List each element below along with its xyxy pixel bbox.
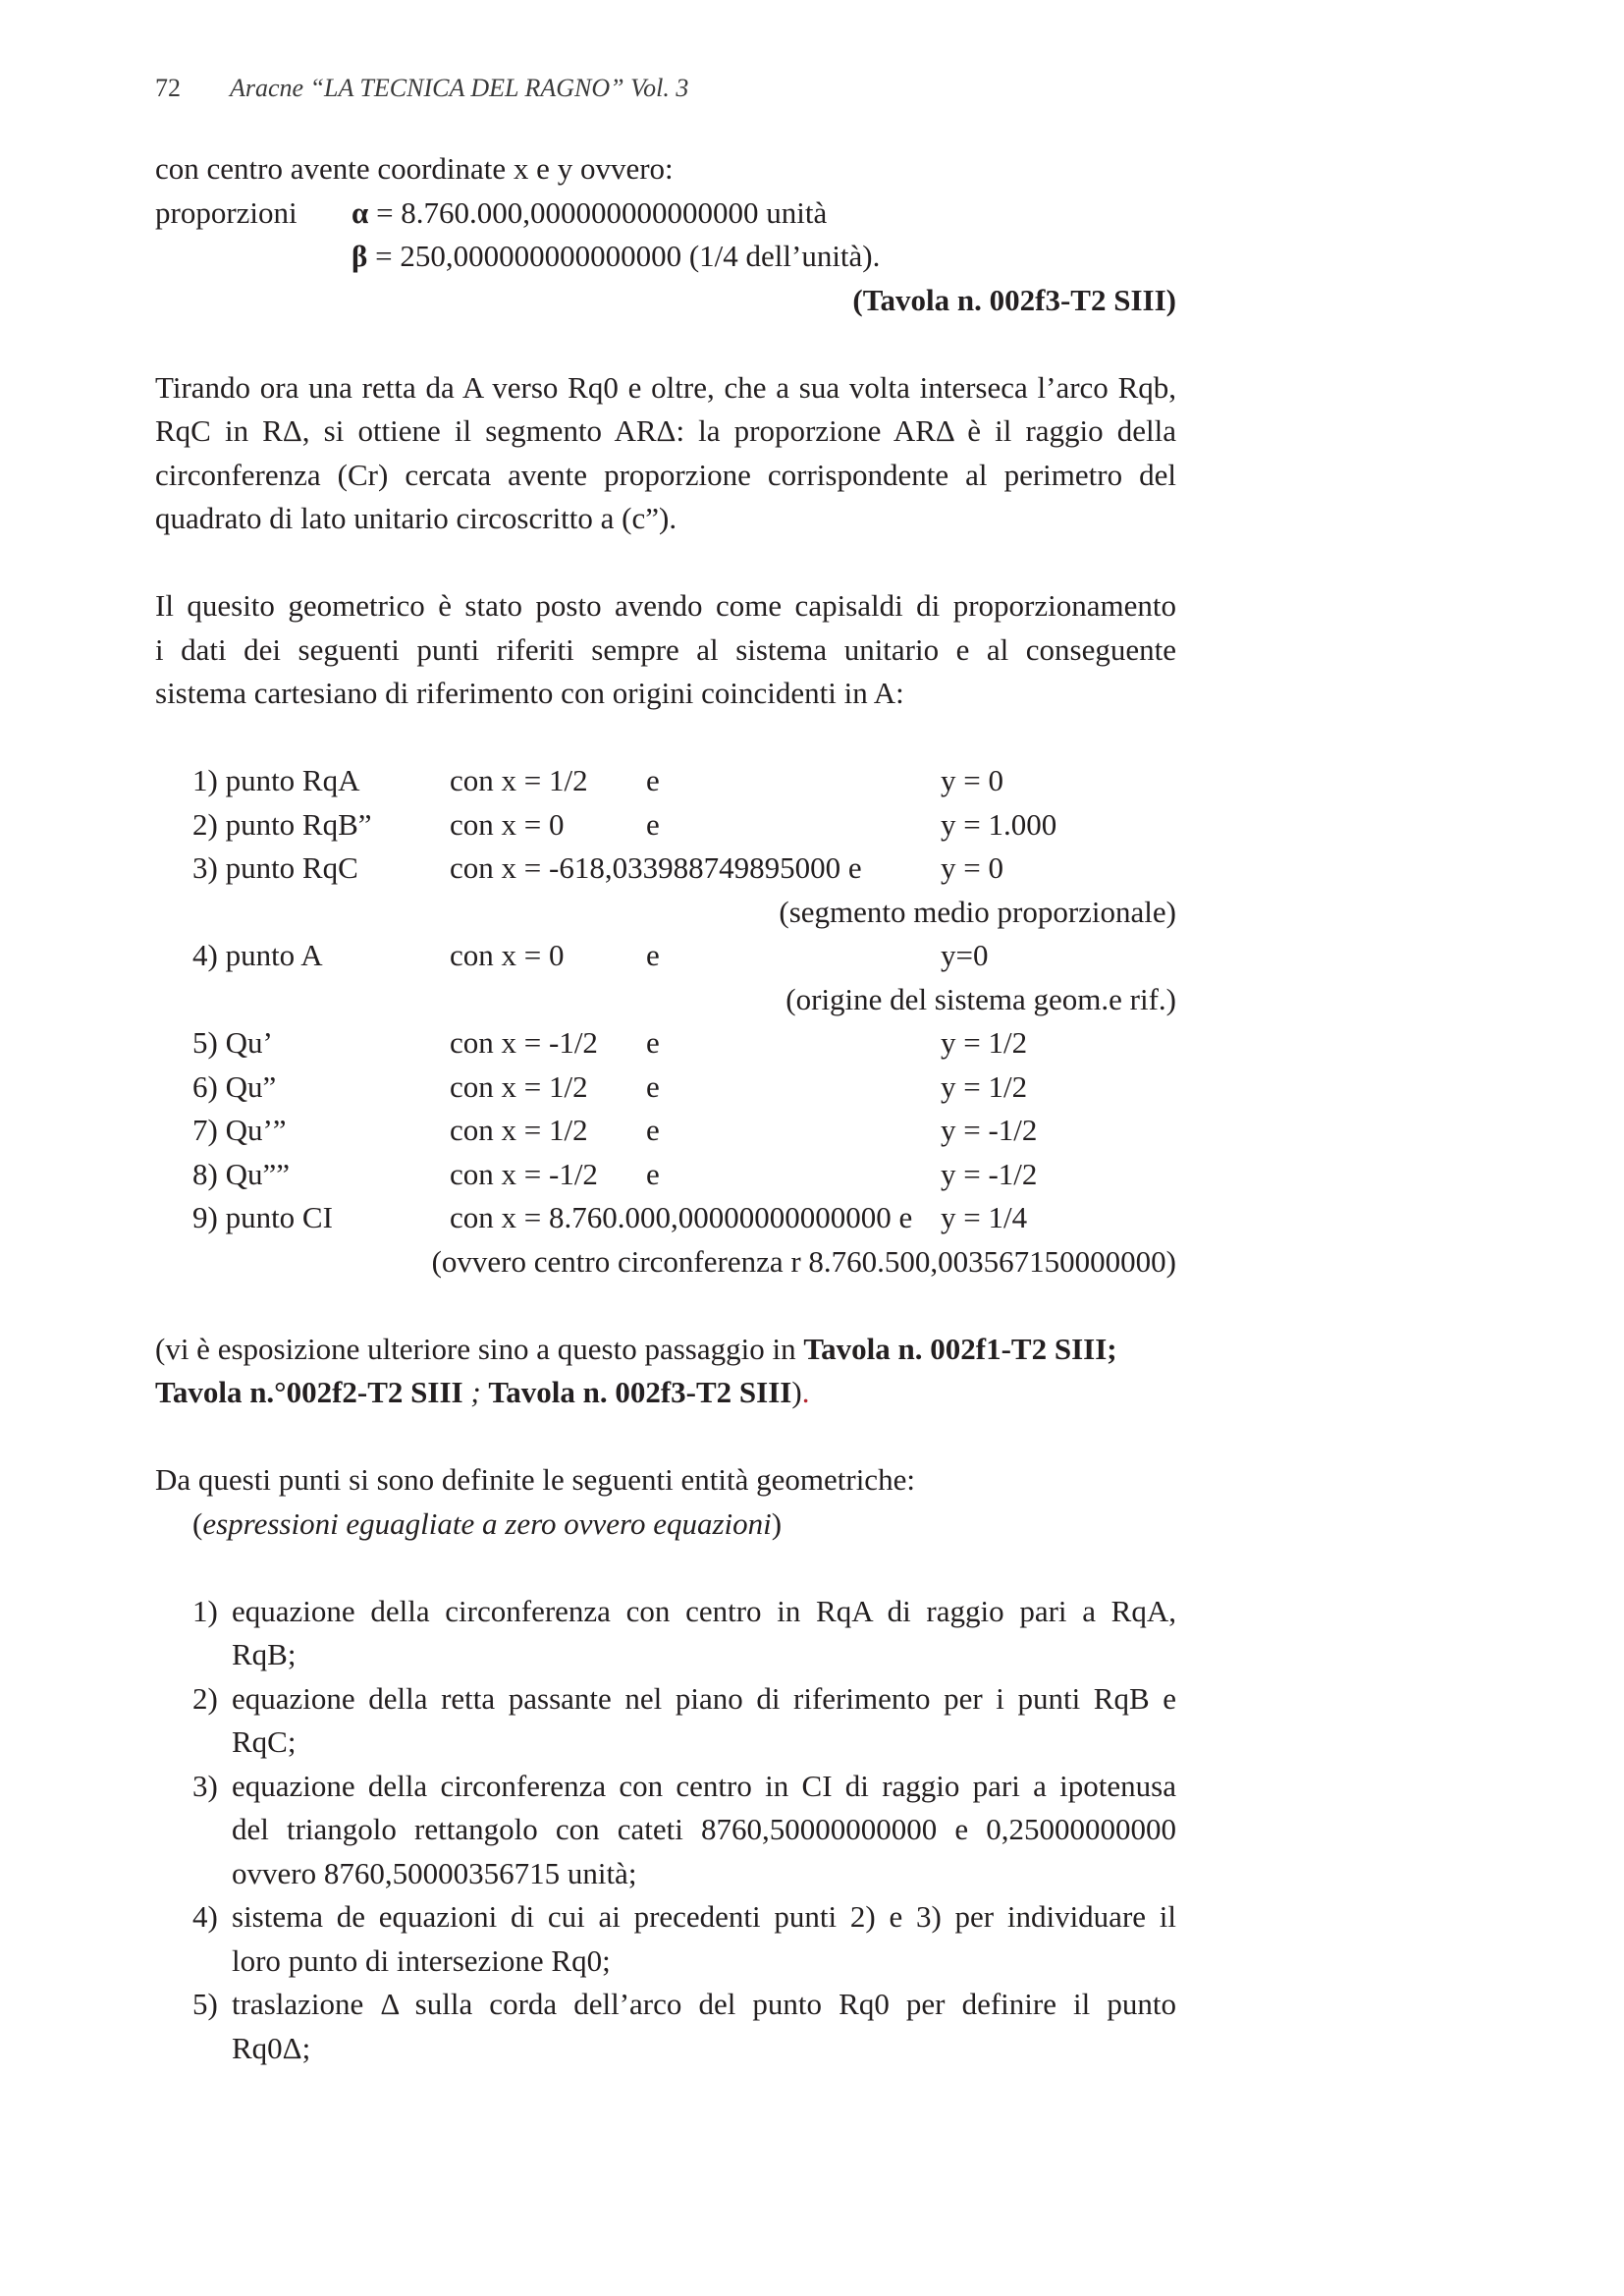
list-line: traslazione Δ sulla corda dell’arco del punto Rq0 per definire il punto [232,1987,1176,2021]
paragraph-line: quadrato di lato unitario circoscritto a (c”). [155,501,677,535]
point-y: y = 1/2 [941,1068,1028,1104]
point-note: (segmento medio proporzionale) [779,894,1176,929]
point-row [155,1066,1176,1110]
close-paren: ) [771,1505,783,1541]
point-x: con x = 0 [450,806,565,842]
point-row [155,1109,1176,1153]
list-line: del triangolo rettangolo con cateti 8760,50000000000 e 0,25000000000 [232,1812,1176,1846]
point-conj: e [646,1156,660,1191]
beta-symbol: β [352,239,368,273]
point-y: y = 0 [941,763,1003,797]
point-x: con x = 1/2 [450,763,588,797]
list-number: 1) [192,1593,218,1628]
list-line: sistema de equazioni di cui ai precedenti punti 2) e 3) per individuare il [232,1899,1176,1934]
point-conj: e [646,1113,660,1147]
alpha-symbol: α [352,194,369,230]
paragraph-line: Il quesito geometrico è stato posto avendo come capisaldi di proporzionamento [155,588,1176,623]
point-x: con x = -1/2 [450,1025,598,1060]
list-line: RqB; [232,1637,297,1671]
exposition-text: (vi è esposizione ulteriore sino a questo passaggio in [155,1331,804,1366]
list-item-cont [155,1633,1176,1677]
point-row [155,759,1176,803]
running-header [155,71,688,106]
point-y: y = 1/2 [941,1025,1028,1060]
close-paren: ) [791,1375,802,1409]
list-item-cont [155,1721,1176,1765]
paragraph-line: sistema cartesiano di riferimento con origini coincidenti in A: [155,676,904,710]
tavola-ref-f2: Tavola n.°002f2-T2 SIII [155,1375,463,1409]
tavola-reference: (Tavola n. 002f3-T2 SIII) [852,282,1176,317]
point-label: 4) punto A [192,938,323,972]
tavola-ref-f3: Tavola n. 002f3-T2 SIII [488,1375,792,1409]
paragraph-line: i dati dei seguenti punti riferiti sempre al sistema unitario e al conseguente [155,631,1176,667]
exposition-line [155,1371,1176,1415]
entities-intro: Da questi punti si sono definite le seguenti entità geometriche: [155,1462,915,1497]
point-y: y = 1.000 [941,806,1057,842]
separator: ; [462,1375,489,1409]
list-line: Rq0Δ; [232,2030,311,2065]
point-label: 5) Qu’ [192,1025,273,1060]
entities-italic: espressioni eguagliate a zero ovvero equazioni [202,1505,772,1541]
point-label: 9) punto CI [192,1200,333,1234]
alpha-value [352,191,827,236]
list-item-cont [155,1852,1176,1896]
body-text [155,147,1176,2070]
point-y: y = 0 [941,850,1003,885]
intro-line: con centro avente coordinate x e y ovvero: [155,151,674,186]
alpha-line [155,191,1176,236]
beta-value [352,235,880,279]
list-item-cont [155,1940,1176,1984]
list-line: equazione della circonferenza con centro in RqA di raggio pari a RqA, [232,1593,1176,1628]
list-line: RqC; [232,1724,297,1759]
list-item-cont [155,1808,1176,1852]
point-note: (ovvero centro circonferenza r 8.760.500,003567150000000) [431,1243,1176,1279]
tavola-ref-f1: Tavola n. 002f1-T2 SIII; [803,1331,1117,1366]
list-line: ovvero 8760,50000356715 unità; [232,1855,637,1890]
point-conj: e [646,1025,660,1060]
running-title: Aracne “LA TECNICA DEL RAGNO” Vol. 3 [230,74,689,102]
point-row [155,803,1176,847]
point-x: con x = 8.760.000,00000000000000 e [450,1200,913,1234]
point-x: con x = 1/2 [450,1068,588,1104]
point-label: 3) punto RqC [192,850,358,885]
beta-rest: = 250,000000000000000 (1/4 dell’unità). [367,239,881,273]
point-y: y = -1/2 [941,1113,1038,1147]
point-x: con x = -618,033988749895000 e [450,850,862,885]
list-number: 5) [192,1987,218,2021]
point-conj: e [646,1068,660,1104]
list-number: 4) [192,1899,218,1934]
point-y: y = 1/4 [941,1200,1028,1234]
list-item-cont [155,2027,1176,2071]
list-item [155,1983,1176,2027]
point-label: 6) Qu” [192,1068,277,1104]
point-conj: e [646,938,660,972]
point-label: 2) punto RqB” [192,806,372,842]
point-label: 8) Qu”” [192,1156,290,1191]
point-conj: e [646,806,660,842]
list-item [155,1590,1176,1634]
point-y: y=0 [941,938,989,972]
alpha-rest: = 8.760.000,000000000000000 unità [368,194,828,230]
point-x: con x = 0 [450,938,565,972]
point-row [155,1153,1176,1197]
point-label: 1) punto RqA [192,763,360,797]
list-number: 3) [192,1768,218,1803]
point-row [155,1196,1176,1240]
list-line: equazione della circonferenza con centro in CI di raggio pari a ipotenusa [232,1768,1176,1803]
list-item [155,1765,1176,1809]
red-period: . [801,1375,810,1409]
list-item [155,1677,1176,1722]
proportions-label: proporzioni [155,194,298,230]
point-row [155,847,1176,891]
paragraph-line: circonferenza (Cr) cercata avente proporzione corrispondente al perimetro del [155,457,1176,492]
list-line: loro punto di intersezione Rq0; [232,1942,611,1978]
point-row [155,1021,1176,1066]
point-row [155,934,1176,978]
point-x: con x = 1/2 [450,1113,588,1147]
paragraph-line: Tirando ora una retta da A verso Rq0 e oltre, che a sua volta interseca l’arco Rqb, [155,369,1176,405]
page-number: 72 [155,74,181,102]
list-line: equazione della retta passante nel piano di riferimento per i punti RqB e [232,1680,1176,1716]
list-item [155,1895,1176,1940]
list-number: 2) [192,1680,218,1716]
exposition-line [155,1328,1176,1372]
paragraph-line: RqC in RΔ, si ottiene il segmento ARΔ: la proporzione ARΔ è il raggio della [155,413,1176,448]
beta-line [155,235,1176,279]
point-y: y = -1/2 [941,1156,1038,1191]
open-paren: ( [192,1505,203,1541]
point-label: 7) Qu’” [192,1113,287,1147]
point-note: (origine del sistema geom.e rif.) [785,981,1176,1016]
point-conj: e [646,763,660,797]
point-x: con x = -1/2 [450,1156,598,1191]
entities-subtitle [155,1503,1176,1547]
